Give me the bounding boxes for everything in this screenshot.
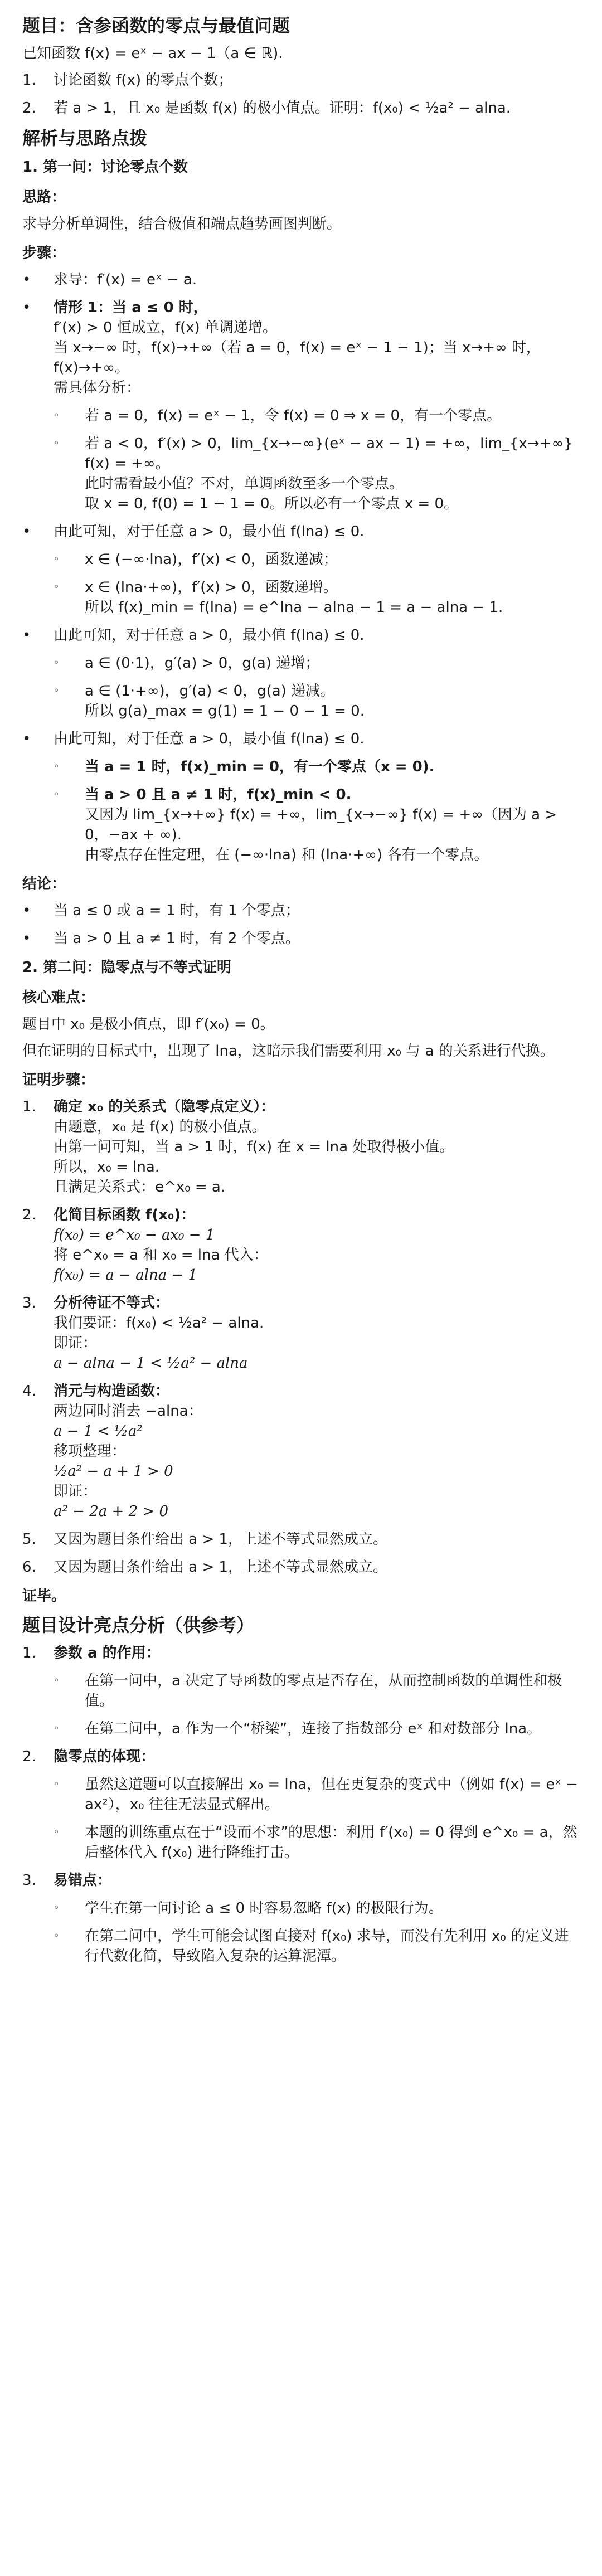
bullet-marker: • [22,731,31,747]
sub-line: a ∈ (1·+∞)，g′(a) < 0，g(a) 递减。 [85,683,335,699]
design-item-3 [22,1870,580,1890]
circle-marker: ◦ [54,438,60,449]
bullet-min-value-3 [22,729,580,749]
step-line: 我们要证：f(x₀) < ½a² − alna. [54,1315,264,1331]
sub-item-a-zero [54,406,580,426]
sub-item-increasing [54,577,580,618]
analysis-title: 解析与思路点拨 [22,128,148,149]
step-title: 确定 x₀ 的关系式（隐零点定义）： [54,1099,275,1115]
sub-item-g-decreasing [54,681,580,721]
design-sub [54,1926,580,1966]
step-title: 消元与构造函数： [54,1383,170,1399]
step-number: 4. [22,1383,36,1399]
sub-line: x ∈ (lna·+∞)，f′(x) > 0，函数递增。 [85,579,338,596]
sub-text: 虽然这道题可以直接解出 x₀ = lna，但在更复杂的变式中（例如 f(x) = eˣ − ax²），x₀ 往往无法显式解出。 [85,1776,579,1813]
sub-line: 若 a < 0，f′(x) > 0，lim_{x→−∞}(eˣ − ax − 1) = +∞，lim_{x→+∞} f(x) = +∞。 [85,435,573,472]
question-2 [22,98,580,118]
idea-label: 思路： [22,189,66,206]
sub-item-a-negative [54,434,580,514]
sub-line: 此时需看最小值？不对，单调函数至多一个零点。 [85,475,404,492]
step-line: 且满足关系式：e^x₀ = a. [54,1179,226,1195]
step-title: 分析待证不等式： [54,1295,170,1311]
sub-item-g-increasing [54,653,580,673]
conclusion-1 [22,901,580,921]
step-title: 化简目标函数 f(x₀)： [54,1207,196,1223]
step-formula: f(x₀) = e^x₀ − ax₀ − 1 [54,1227,215,1243]
sub-text: 在第一问中，a 决定了导函数的零点是否存在，从而控制函数的单调性和极值。 [85,1673,562,1709]
circle-marker: ◦ [54,657,60,669]
circle-marker: ◦ [54,1778,60,1790]
bullet-min-value-1 [22,522,580,542]
core-label: 核心难点： [22,989,95,1006]
sub-text: 学生在第一问讨论 a ≤ 0 时容易忽略 f(x) 的极限行为。 [85,1900,443,1917]
case-line: 需具体分析： [54,380,141,396]
step-number: 6. [22,1559,36,1576]
step-line: 由第一问可知，当 a > 1 时，f(x) 在 x = lna 处取得极小值。 [54,1139,454,1155]
bullet-marker: • [22,902,31,919]
circle-marker: ◦ [54,1930,60,1942]
qed-text: 证毕。 [22,1588,66,1605]
design-sub [54,1719,580,1739]
conclusion-2 [22,929,580,949]
sub-line: 取 x = 0, f(0) = 1 − 1 = 0。所以必有一个零点 x = 0。 [85,495,459,512]
proof-step-6 [22,1557,580,1577]
step-line: 即证： [54,1335,98,1352]
step-formula: f(x₀) = a − alna − 1 [54,1267,198,1284]
design-sub [54,1671,580,1711]
step-line: 将 e^x₀ = a 和 x₀ = lna 代入： [54,1247,268,1263]
bullet-marker: • [22,627,31,644]
bullet-text: 求导：f′(x) = eˣ − a. [54,271,197,288]
sub-line: 当 a > 0 且 a ≠ 1 时，f(x)_min < 0. [85,786,352,803]
bullet-text: 由此可知，对于任意 a > 0，最小值 f(lna) ≤ 0. [54,523,365,540]
bullet-text: 由此可知，对于任意 a > 0，最小值 f(lna) ≤ 0. [54,627,365,644]
item-number: 1. [22,1645,36,1661]
step-number: 5. [22,1531,36,1548]
bullet-text: 由此可知，对于任意 a > 0，最小值 f(lna) ≤ 0. [54,731,365,747]
sub-line: 所以 f(x)_min = f(lna) = e^lna − alna − 1 = a − alna − 1. [85,599,503,616]
circle-marker: ◦ [54,1723,60,1734]
bullet-marker: • [22,271,31,288]
steps-label: 步骤： [22,245,66,261]
item-title: 隐零点的体现： [54,1748,156,1765]
question-1 [22,70,580,90]
circle-marker: ◦ [54,553,60,565]
question-number: 2. [22,100,36,116]
circle-marker: ◦ [54,581,60,593]
question-text: 若 a > 1，且 x₀ 是函数 f(x) 的极小值点。证明：f(x₀) < ½a² − alna. [54,100,511,116]
sub-text: x ∈ (−∞·lna)，f′(x) < 0，函数递减； [85,551,338,568]
item-title: 易错点： [54,1872,112,1889]
design-title: 题目设计亮点分析（供参考） [22,1615,255,1636]
proof-label: 证明步骤： [22,1072,95,1088]
sub-line: 由零点存在性定理，在 (−∞·lna) 和 (lna·+∞) 各有一个零点。 [85,847,489,863]
sub-text: 若 a = 0，f(x) = eˣ − 1，令 f(x) = 0 ⇒ x = 0，有一个零点。 [85,407,502,424]
bullet-derivative [22,270,580,290]
circle-marker: ◦ [54,1902,60,1914]
sub-text: 在第二问中，学生可能会试图直接对 f(x₀) 求导，而没有先利用 x₀ 的定义进行代数化简，导致陷入复杂的运算泥潭。 [85,1928,569,1965]
step-line: 由题意，x₀ 是 f(x) 的极小值点。 [54,1119,266,1135]
step-number: 1. [22,1099,36,1115]
proof-step-1 [22,1097,580,1197]
core-paragraph: 但在证明的目标式中，出现了 lna，这暗示我们需要利用 x₀ 与 a 的关系进行代换。 [22,1043,555,1059]
design-sub [54,1775,580,1815]
item-number: 3. [22,1872,36,1889]
design-item-1 [22,1643,580,1663]
sub-line: 又因为 lim_{x→+∞} f(x) = +∞，lim_{x→−∞} f(x) = +∞（因为 a > 0，−ax + ∞). [85,806,557,843]
step-number: 3. [22,1295,36,1311]
conclusion-label: 结论： [22,876,66,892]
step-formula: a² − 2a + 2 > 0 [54,1503,168,1520]
sub-item-a-one [54,757,580,777]
core-paragraph: 题目中 x₀ 是极小值点，即 f′(x₀) = 0。 [22,1016,275,1033]
proof-step-3 [22,1293,580,1373]
step-line: 两边同时消去 −alna： [54,1403,203,1420]
bullet-marker: • [22,299,31,316]
bullet-case-1 [22,298,580,398]
case-line: 当 x→−∞ 时，f(x)→+∞（若 a = 0，f(x) = eˣ − 1 − 1)；当 x→+∞ 时，f(x)→+∞。 [54,339,541,376]
step-line: 移项整理： [54,1443,127,1460]
conclusion-text: 当 a ≤ 0 或 a = 1 时，有 1 个零点； [54,902,300,919]
design-item-2 [22,1747,580,1767]
circle-marker: ◦ [54,789,60,800]
bullet-marker: • [22,930,31,947]
sub-item-a-not-one [54,785,580,865]
bullet-marker: • [22,523,31,540]
sub-text: a ∈ (0·1)，g′(a) > 0，g(a) 递增； [85,655,320,672]
proof-step-2 [22,1205,580,1285]
idea-text: 求导分析单调性，结合极值和端点趋势画图判断。 [22,216,342,232]
conclusion-text: 当 a > 0 且 a ≠ 1 时，有 2 个零点。 [54,930,300,947]
sub-item-decreasing [54,550,580,570]
part2-title: 2. 第二问：隐零点与不等式证明 [22,959,232,976]
step-formula: ½a² − a + 1 > 0 [54,1463,173,1480]
part1-title: 1. 第一问：讨论零点个数 [22,159,188,176]
problem-title: 题目：含参函数的零点与最值问题 [22,15,290,36]
sub-text: 本题的训练重点在于“设而不求”的思想：利用 f′(x₀) = 0 得到 e^x₀ = a，然后整体代入 f(x₀) 进行降维打击。 [85,1824,577,1861]
proof-step-4 [22,1381,580,1522]
step-line: 又因为题目条件给出 a > 1，上述不等式显然成立。 [54,1531,388,1548]
step-line: 又因为题目条件给出 a > 1，上述不等式显然成立。 [54,1559,388,1576]
item-number: 2. [22,1748,36,1765]
case-line: f′(x) > 0 恒成立，f(x) 单调递增。 [54,319,277,336]
sub-text: 当 a = 1 时，f(x)_min = 0，有一个零点（x = 0). [85,759,435,775]
proof-step-5 [22,1529,580,1549]
circle-marker: ◦ [54,410,60,421]
circle-marker: ◦ [54,1675,60,1686]
question-text: 讨论函数 f(x) 的零点个数； [54,72,233,89]
design-sub [54,1898,580,1918]
step-formula: a − 1 < ½a² [54,1423,143,1440]
circle-marker: ◦ [54,1826,60,1838]
item-title: 参数 a 的作用： [54,1645,161,1661]
step-line: 所以，x₀ = lna. [54,1159,160,1175]
circle-marker: ◦ [54,761,60,772]
case-heading: 情形 1：当 a ≤ 0 时， [54,299,208,316]
step-line: 即证： [54,1483,98,1500]
step-number: 2. [22,1207,36,1223]
step-formula: a − alna − 1 < ½a² − alna [54,1355,248,1372]
sub-text: 在第二问中，a 作为一个“桥梁”，连接了指数部分 eˣ 和对数部分 lna。 [85,1720,542,1737]
known-condition: 已知函数 f(x) = eˣ − ax − 1（a ∈ ℝ). [22,45,283,62]
sub-line: 所以 g(a)_max = g(1) = 1 − 0 − 1 = 0. [85,703,365,720]
design-sub [54,1822,580,1863]
question-number: 1. [22,72,36,89]
circle-marker: ◦ [54,685,60,697]
bullet-min-value-2 [22,625,580,645]
